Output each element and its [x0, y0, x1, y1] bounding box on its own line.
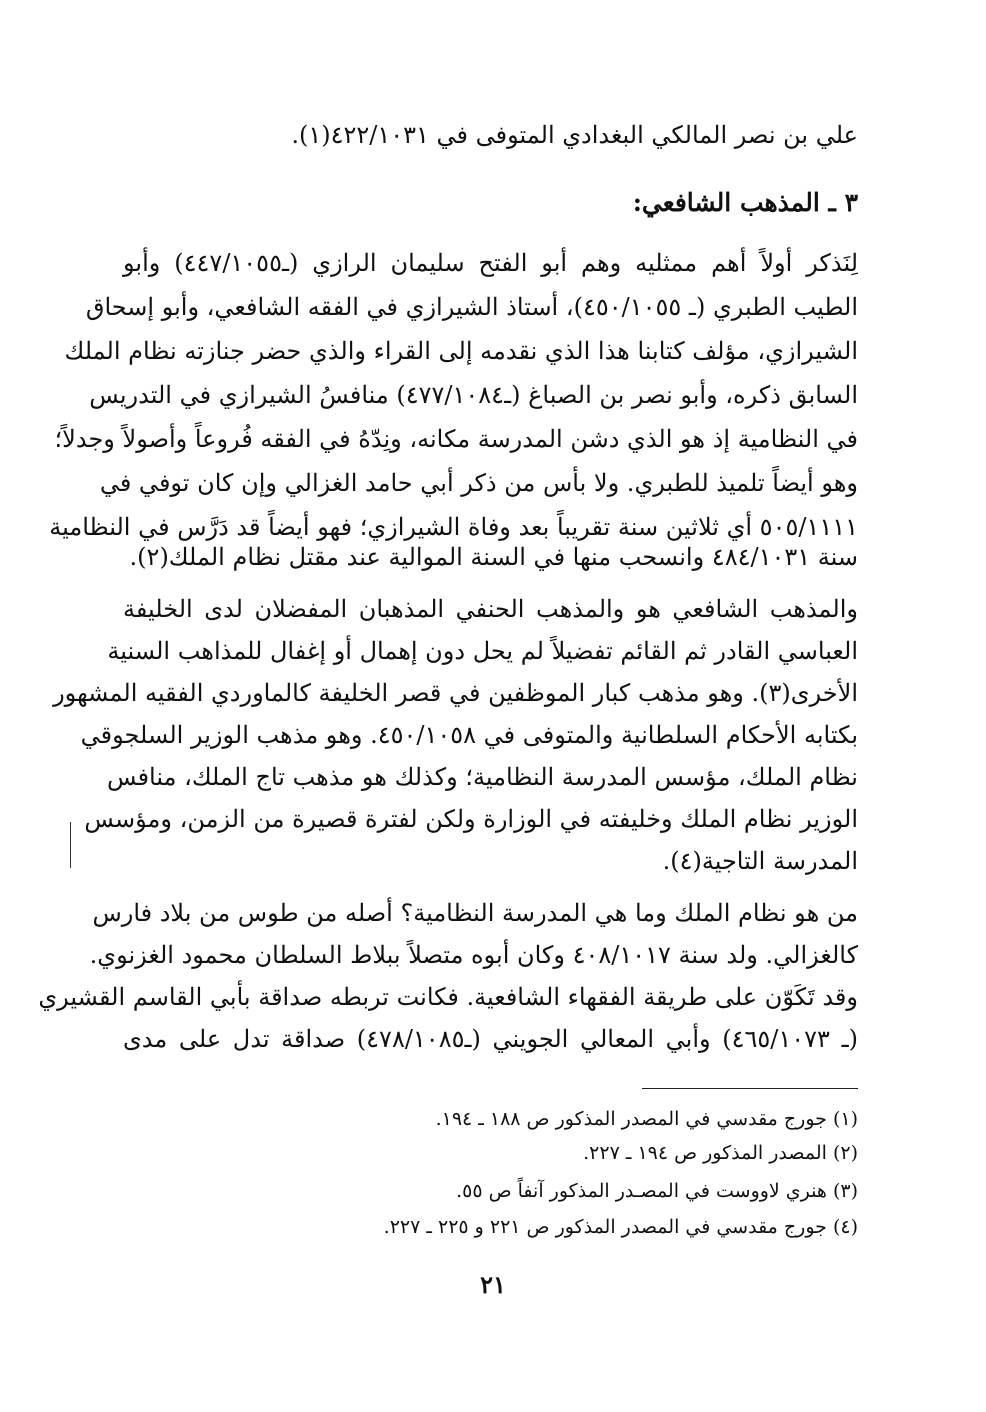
page-number: ٢١	[480, 1270, 506, 1299]
paragraph-line: وقد تَكَوّن على طريقة الفقهاء الشافعية. فكانت تربطه صداقة بأبي القاسم القشيري	[38, 983, 858, 1011]
paragraph-line: ٥٠٥/١١١١ أي ثلاثين سنة تقريباً بعد وفاة الشيرازي؛ فهو أيضاً قد دَرَّس في النظامية	[49, 513, 858, 541]
paragraph-line: السابق ذكره، وأبو نصر بن الصباغ (ـ٤٧٧/١٠٨٤) منافسُ الشيرازي في التدريس	[89, 381, 858, 409]
paragraph-line: الطيب الطبري (ـ ٤٥٠/١٠٥٥)، أستاذ الشيرازي في الفقه الشافعي، وأبو إسحاق	[85, 293, 858, 321]
paragraph-line: الأخرى(٣). وهو مذهب كبار الموظفين في قصر الخليفة كالماوردي الفقيه المشهور	[53, 679, 858, 707]
paragraph-line: في النظامية إذ هو الذي دشن المدرسة مكانه، ونِدّهُ في الفقه فُروعاً وأصولاً وجدلاً؛	[54, 425, 858, 453]
paragraph-line: وهو أيضاً تلميذ للطبري. ولا بأس من ذكر أبي حامد الغزالي وإن كان توفي في	[99, 469, 858, 497]
paragraph-line: والمذهب الشافعي هو والمذهب الحنفي المذهبان المفضلان لدى الخليفة	[123, 595, 858, 623]
paragraph-line: كالغزالي. ولد سنة ٤٠٨/١٠١٧ وكان أبوه متصلاً ببلاط السلطان محمود الغزنوي.	[89, 941, 858, 969]
footnote: (٢) المصدر المذكور ص ١٩٤ ـ ٢٢٧.	[583, 1142, 858, 1164]
paragraph-line: بكتابه الأحكام السلطانية والمتوفى في ٤٥٠/١٠٥٨. وهو مذهب الوزير السلجوقي	[80, 721, 858, 749]
paragraph-line: سنة ٤٨٤/١٠٣١ وانسحب منها في السنة الموالية عند مقتل نظام الملك(٢).	[129, 543, 858, 571]
paragraph-line: العباسي القادر ثم القائم تفضيلاً لم يحل دون إهمال أو إغفال للمذاهب السنية	[107, 637, 858, 665]
footnote: (٣) هنري لاووست في المصـدر المذكور آنفاً ص ٥٥.	[456, 1180, 858, 1202]
intro-line: علي بن نصر المالكي البغدادي المتوفى في ٤٢٢/١٠٣١(١).	[291, 121, 858, 149]
footnote-divider	[642, 1088, 858, 1089]
footnote: (١) جورج مقدسي في المصدر المذكور ص ١٨٨ ـ ١٩٤.	[435, 1108, 858, 1130]
footnote: (٤) جورج مقدسي في المصدر المذكور ص ٢٢١ و ٢٢٥ ـ ٢٢٧.	[383, 1216, 858, 1238]
paragraph-line: المدرسة التاجية(٤).	[662, 847, 858, 875]
paragraph-line: من هو نظام الملك وما هي المدرسة النظامية؟ أصله من طوس من بلاد فارس	[92, 899, 858, 927]
margin-mark	[70, 822, 71, 868]
paragraph-line: نظام الملك، مؤسس المدرسة النظامية؛ وكذلك هو مذهب تاج الملك، منافس	[106, 763, 858, 791]
paragraph-line: لِنَذكر أولاً أهم ممثليه وهم أبو الفتح سليمان الرازي (ـ٤٤٧/١٠٥٥) وأبو	[123, 249, 859, 277]
paragraph-line: (ـ ٤٦٥/١٠٧٣) وأبي المعالي الجويني (ـ٤٧٨/١٠٨٥) صداقة تدل على مدى	[123, 1025, 858, 1053]
paragraph-line: الوزير نظام الملك وخليفته في الوزارة ولكن لفترة قصيرة من الزمن، ومؤسس	[84, 805, 858, 833]
section-heading: ٣ ـ المذهب الشافعي:	[632, 188, 858, 217]
paragraph-line: الشيرازي، مؤلف كتابنا هذا الذي نقدمه إلى القراء والذي حضر جنازته نظام الملك	[64, 337, 858, 365]
